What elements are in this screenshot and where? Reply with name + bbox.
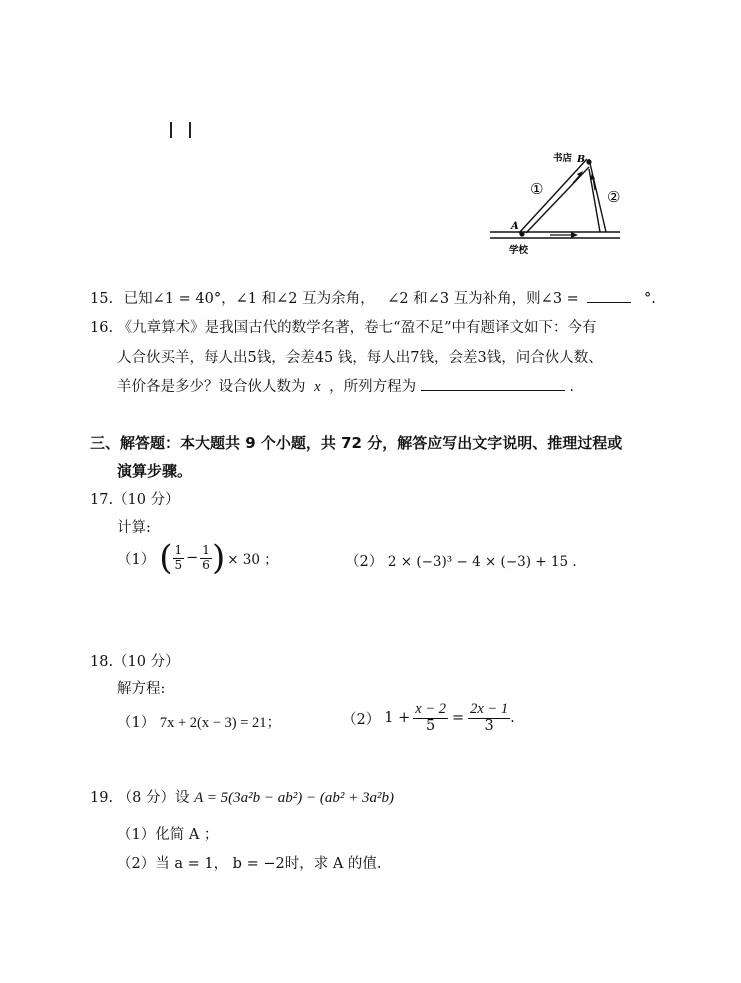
q18-f1-denominator: 5 xyxy=(425,717,436,734)
q19-line xyxy=(90,786,394,807)
point-B xyxy=(586,159,591,164)
label-school: 学校 xyxy=(509,245,529,256)
route1-line-b xyxy=(526,167,589,233)
q18-f2-denominator: 3 xyxy=(484,717,494,734)
q18-part2 xyxy=(342,702,515,735)
q19-part1: （1）化简 A ； xyxy=(117,827,219,843)
q15-line xyxy=(90,287,656,308)
q17-f2-denominator: 6 xyxy=(202,557,210,572)
q15-text-b: ∠2 和∠3 互为补角，则∠3 = xyxy=(387,291,579,307)
vertical-bar-right xyxy=(189,122,191,138)
label-B: B xyxy=(577,154,586,165)
q18-part1 xyxy=(117,711,281,732)
q18-part1-expr: 7x + 2(x − 3) = 21； xyxy=(159,715,282,731)
q17-part1 xyxy=(117,538,278,578)
q18-part2-lead: 1 + xyxy=(384,710,411,727)
left-paren: ( xyxy=(159,538,173,578)
section3-heading-line2: 演算步骤。 xyxy=(117,462,193,480)
q18-f2-numerator: 2x − 1 xyxy=(470,701,509,717)
q17-instruction: 计算: xyxy=(117,520,151,536)
q17-part1-tail: × 30 ； xyxy=(227,552,278,568)
q15-answer-blank[interactable] xyxy=(587,289,631,303)
q16-number: 16. xyxy=(90,320,114,336)
q19-header: 19. （8 分）设 xyxy=(90,790,190,806)
q15-number: 15. xyxy=(90,291,114,307)
q16-line3 xyxy=(117,375,574,396)
q17-fraction-1 xyxy=(173,544,185,571)
q19-part2: （2）当 a = 1， b = −2时，求 A 的值. xyxy=(117,856,382,872)
route-figure xyxy=(485,145,625,260)
q16-line1 xyxy=(90,316,597,337)
q17-part1-label: （1） xyxy=(117,551,156,568)
q15-text-a: 已知∠1 = 40°，∠1 和∠2 互为余角， xyxy=(123,291,375,307)
road-arrowhead xyxy=(571,232,578,238)
q18-header: 18.（10 分） xyxy=(90,654,180,670)
section3-heading-line1: 三、解答题：本大题共 9 个小题，共 72 分，解答应写出文字说明、推理过程或 xyxy=(90,434,623,452)
q18-fraction-2 xyxy=(468,702,510,735)
q16-text-line1: 《九章算术》是我国古代的数学名著，卷七“盈不足”中有题译文如下：今有 xyxy=(117,320,597,336)
q15-text-c: °. xyxy=(644,291,656,307)
q18-part2-label: （2） xyxy=(342,711,381,728)
q16-answer-blank[interactable] xyxy=(421,377,565,391)
q16-text-line3b: ，所列方程为 xyxy=(329,379,417,395)
q17-fraction-2 xyxy=(200,544,212,571)
q16-variable-x: x xyxy=(314,379,321,395)
label-bookstore: 书店 xyxy=(553,153,573,164)
q17-f1-denominator: 5 xyxy=(174,557,183,572)
point-A xyxy=(519,231,524,236)
vertical-bar-left xyxy=(170,122,172,138)
q16-text-line3c: . xyxy=(569,379,574,395)
route1-label: ① xyxy=(530,180,544,198)
q17-header: 17.（10 分） xyxy=(90,492,180,508)
q17-part2-label: （2） xyxy=(345,554,384,570)
q18-equals: = xyxy=(451,710,465,727)
q18-instruction: 解方程: xyxy=(117,681,166,697)
q17-part2 xyxy=(345,550,577,571)
q17-f2-numerator: 1 xyxy=(202,543,210,558)
q18-part1-label: （1） xyxy=(117,715,156,731)
q17-part2-expr: 2 × (−3)³ − 4 × (−3) + 15 . xyxy=(387,554,577,570)
q16-line2: 人合伙买羊，每人出5钱，会差45 钱，每人出7钱，会差3钱，问合伙人数、 xyxy=(117,350,603,366)
q16-text-line3a: 羊价各是多少？设合伙人数为 xyxy=(117,379,306,395)
q17-minus: − xyxy=(186,550,199,566)
q19-expression: A = 5(3a²b − ab²) − (ab² + 3a²b) xyxy=(194,790,394,806)
label-A: A xyxy=(511,221,519,232)
right-paren: ) xyxy=(211,538,226,578)
q18-f1-numerator: x − 2 xyxy=(415,701,446,717)
q18-part2-tail: . xyxy=(510,710,515,727)
q17-f1-numerator: 1 xyxy=(174,543,183,558)
route2-label: ② xyxy=(607,188,621,206)
q18-fraction-1 xyxy=(413,702,448,735)
